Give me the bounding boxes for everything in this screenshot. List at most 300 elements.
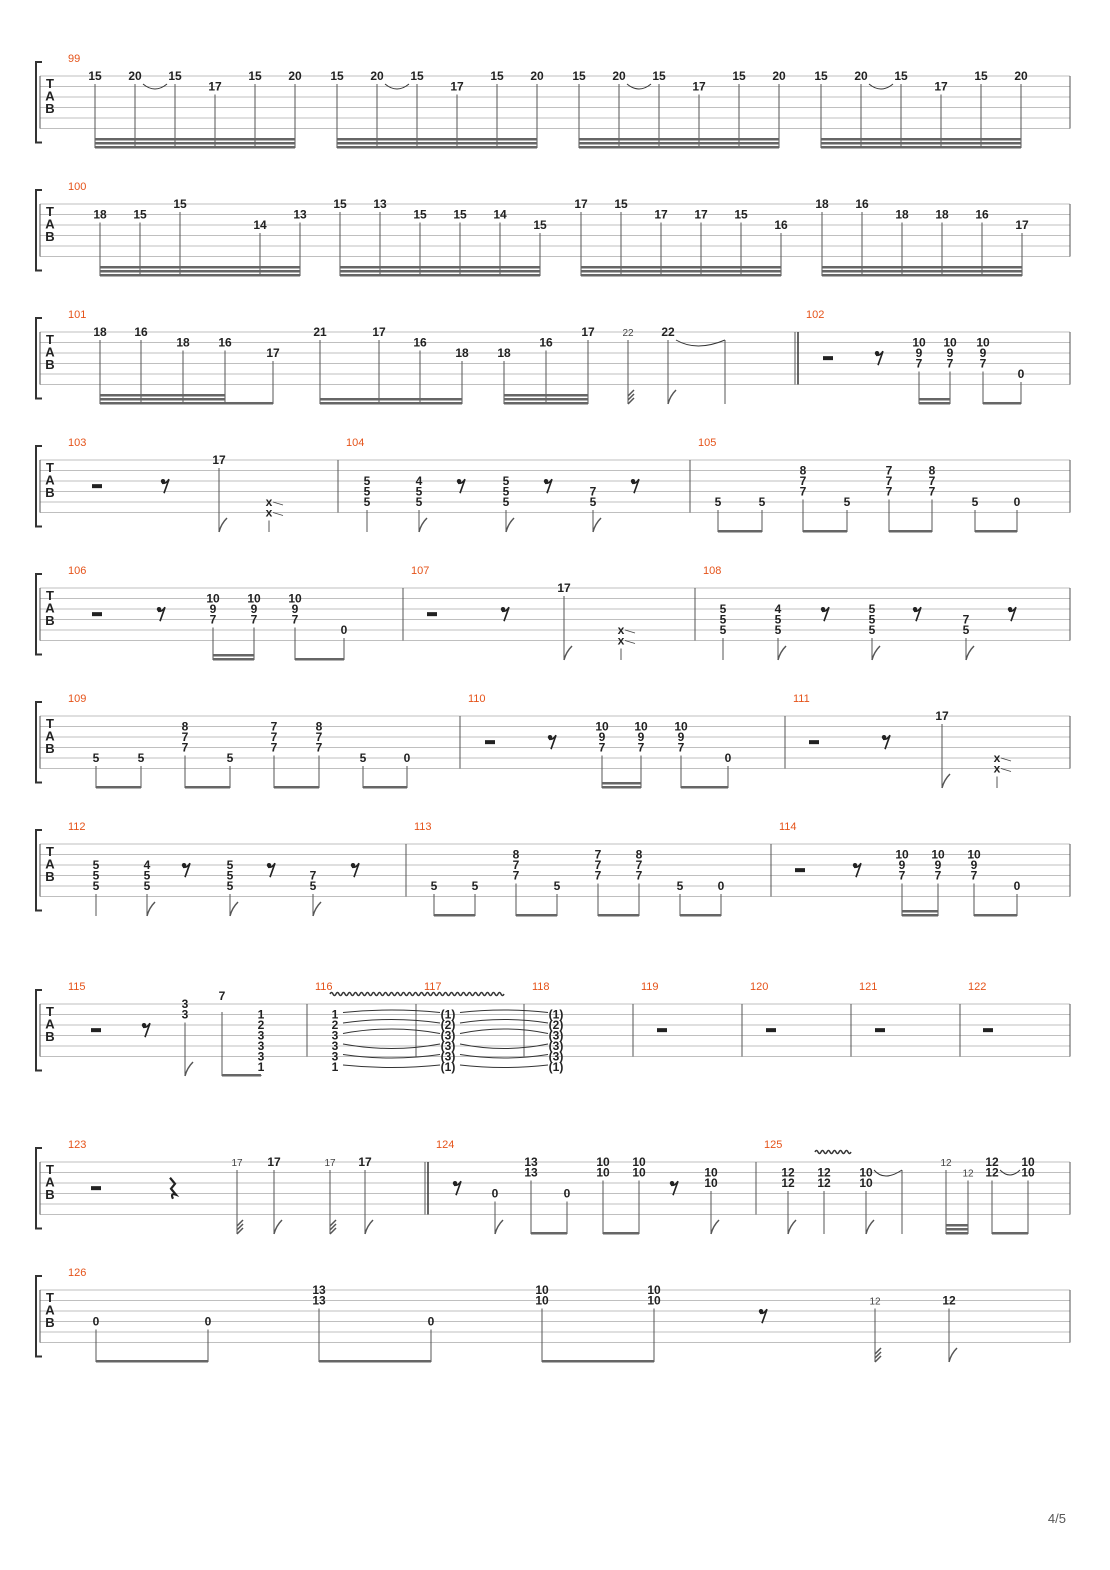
fret-number: 22 bbox=[622, 328, 634, 339]
fret-number: 13 bbox=[312, 1293, 326, 1308]
measure bbox=[806, 309, 1070, 405]
fret-number: 10 bbox=[931, 847, 945, 862]
beam bbox=[992, 1232, 1028, 1235]
fret-number: 7 bbox=[799, 484, 807, 499]
fret-number: 15 bbox=[168, 69, 182, 83]
beam bbox=[337, 142, 537, 145]
fret-number: 17 bbox=[694, 207, 708, 222]
beam bbox=[100, 402, 273, 405]
fret-number: 5 bbox=[309, 879, 317, 893]
beam bbox=[340, 270, 540, 273]
single-note bbox=[704, 1166, 719, 1235]
chord-tie bbox=[460, 1029, 548, 1034]
single-note bbox=[781, 1166, 796, 1235]
fret-number: 15 bbox=[490, 69, 504, 83]
fret-number: 2 bbox=[257, 1018, 265, 1032]
fret-number: 7 bbox=[315, 730, 323, 744]
measure-number: 104 bbox=[346, 437, 365, 449]
fret-number: 5 bbox=[971, 495, 979, 509]
beamed-note-group bbox=[814, 69, 1028, 149]
fret-number: 5 bbox=[430, 879, 438, 893]
fret-number: 16 bbox=[774, 218, 788, 232]
beam bbox=[822, 274, 1022, 277]
fret-number: 3 bbox=[181, 997, 189, 1011]
fret-number: 0 bbox=[92, 1314, 100, 1329]
tab-clef-letter: T bbox=[46, 716, 54, 731]
fret-number: 8 bbox=[512, 847, 520, 862]
fret-number: 10 bbox=[943, 335, 957, 350]
measure-number: 118 bbox=[532, 981, 550, 993]
beam bbox=[680, 914, 721, 917]
chord-tie bbox=[460, 1065, 548, 1068]
fret-number: 13 bbox=[293, 207, 307, 222]
fret-number: 5 bbox=[502, 484, 510, 499]
fret-number: 9 bbox=[970, 858, 978, 872]
fret-number: 4 bbox=[143, 858, 151, 872]
measure bbox=[793, 693, 1070, 788]
fret-number: 5 bbox=[868, 602, 876, 616]
measure-number: 121 bbox=[859, 981, 878, 993]
beamed-note-group bbox=[715, 495, 766, 533]
eighth-flag bbox=[942, 774, 950, 788]
fret-number: 3 bbox=[331, 1049, 339, 1064]
measure bbox=[68, 1139, 428, 1234]
fret-number: 10 bbox=[912, 335, 926, 350]
beam bbox=[919, 402, 950, 405]
tab-clef-letter: A bbox=[45, 472, 55, 488]
fret-number: 7 bbox=[637, 740, 645, 755]
fret-number: 17 bbox=[935, 709, 949, 723]
fret-number: 7 bbox=[594, 868, 602, 883]
beam bbox=[340, 266, 540, 269]
tab-clef-letter: T bbox=[46, 76, 54, 91]
fret-number: 10 bbox=[967, 847, 981, 862]
beam bbox=[579, 142, 779, 145]
fret-number: 21 bbox=[313, 325, 327, 339]
single-note bbox=[358, 1155, 373, 1234]
tab-system bbox=[36, 821, 1070, 917]
tab-clef-letter: A bbox=[45, 856, 55, 872]
fret-number: 12 bbox=[962, 1168, 974, 1180]
fret-number: 5 bbox=[359, 751, 367, 765]
fret-number: 1 bbox=[257, 1007, 265, 1022]
beam bbox=[974, 914, 1017, 917]
fret-number: 9 bbox=[915, 346, 923, 360]
fret-number: 15 bbox=[533, 218, 547, 232]
beamed-note-group bbox=[677, 879, 725, 917]
beamed-note-group bbox=[93, 325, 280, 405]
fret-number: 12 bbox=[781, 1165, 795, 1180]
fret-number: 0 bbox=[204, 1314, 212, 1329]
fret-number: 10 bbox=[704, 1165, 718, 1180]
half-rest bbox=[875, 1028, 885, 1032]
eighth-flag bbox=[219, 518, 227, 532]
beam bbox=[95, 142, 295, 145]
measure bbox=[346, 437, 690, 532]
beamed-note-group bbox=[674, 720, 731, 789]
fret-number: 10 bbox=[206, 591, 220, 606]
fret-number: 7 bbox=[915, 356, 923, 371]
beam bbox=[983, 402, 1021, 405]
fret-number: 7 bbox=[962, 612, 970, 627]
fret-number: 17 bbox=[324, 1158, 336, 1169]
beamed-note-group bbox=[967, 848, 1020, 917]
fret-number: 1 bbox=[257, 1060, 265, 1074]
fret-number: 5 bbox=[502, 474, 510, 488]
beam bbox=[579, 138, 779, 141]
slide-mark bbox=[625, 641, 635, 644]
measure bbox=[315, 981, 504, 1074]
fret-number: 18 bbox=[895, 207, 909, 222]
slide-mark bbox=[1001, 758, 1011, 761]
fret-number: 17 bbox=[212, 453, 226, 467]
measure-number: 106 bbox=[68, 565, 87, 577]
beamed-note-group bbox=[895, 848, 945, 917]
beam bbox=[516, 914, 557, 917]
fret-number: 15 bbox=[652, 69, 666, 83]
eighth-flag bbox=[872, 646, 880, 660]
beamed-note-group bbox=[333, 197, 547, 277]
eighth-flag bbox=[778, 646, 786, 660]
fret-number: 7 bbox=[635, 868, 643, 883]
measure bbox=[68, 309, 798, 405]
beam bbox=[185, 786, 230, 789]
beamed-note-group bbox=[497, 325, 595, 405]
fret-number: 15 bbox=[173, 197, 187, 211]
fret-number: 10 bbox=[596, 1155, 610, 1169]
slide-mark bbox=[273, 502, 283, 505]
fret-number: 5 bbox=[719, 602, 727, 616]
beam bbox=[581, 266, 781, 269]
tab-system bbox=[36, 1267, 1070, 1363]
fret-number: 9 bbox=[598, 730, 606, 744]
beam bbox=[681, 786, 728, 789]
fret-number: 15 bbox=[734, 207, 748, 222]
fret-number: 10 bbox=[859, 1176, 873, 1190]
beamed-note-group bbox=[976, 336, 1024, 405]
fret-number: 7 bbox=[946, 356, 954, 371]
beam bbox=[504, 402, 588, 405]
fret-number: 8 bbox=[799, 463, 807, 478]
beam bbox=[95, 146, 295, 149]
single-note bbox=[231, 1158, 243, 1234]
beam bbox=[222, 1074, 261, 1077]
fret-number: 7 bbox=[250, 612, 258, 627]
beamed-note-group bbox=[596, 1155, 646, 1235]
tab-clef-letter: B bbox=[45, 1029, 55, 1044]
beam bbox=[902, 914, 938, 917]
fret-number: 9 bbox=[637, 730, 645, 744]
fret-number: 10 bbox=[647, 1283, 661, 1297]
single-note bbox=[227, 858, 238, 916]
vibrato-mark bbox=[330, 993, 504, 996]
fret-number: 3 bbox=[331, 1028, 339, 1043]
tab-system bbox=[36, 565, 1070, 661]
eighth-flag bbox=[506, 518, 514, 532]
tab-clef-letter: B bbox=[45, 101, 55, 116]
fret-number: 12 bbox=[985, 1165, 999, 1180]
fret-number: 12 bbox=[940, 1158, 952, 1169]
tab-system bbox=[36, 437, 1070, 533]
measure-number: 123 bbox=[68, 1139, 87, 1151]
fret-number: 5 bbox=[758, 495, 766, 509]
measure-number: 126 bbox=[68, 1267, 87, 1279]
fret-number: 10 bbox=[895, 847, 909, 862]
fret-number: 7 bbox=[309, 868, 317, 883]
fret-number: 10 bbox=[247, 591, 261, 606]
fret-number: 8 bbox=[315, 719, 323, 734]
eighth-flag bbox=[564, 646, 572, 660]
tab-clef-letter: A bbox=[45, 344, 55, 360]
fret-number: 18 bbox=[455, 346, 469, 360]
beam bbox=[579, 146, 779, 149]
fret-number: 5 bbox=[92, 751, 100, 765]
beam bbox=[96, 786, 141, 789]
fret-number: 18 bbox=[497, 346, 511, 360]
beam bbox=[363, 786, 407, 789]
beam bbox=[581, 274, 781, 277]
fret-number: (1) bbox=[548, 1060, 564, 1074]
beam bbox=[718, 530, 762, 533]
fret-number: 12 bbox=[817, 1165, 831, 1180]
beamed-note-group bbox=[93, 197, 307, 277]
tab-system bbox=[36, 693, 1070, 789]
fret-number: 5 bbox=[363, 495, 371, 509]
fret-number: 7 bbox=[979, 356, 987, 371]
fret-number: 7 bbox=[181, 730, 189, 744]
beam bbox=[504, 398, 588, 401]
fret-number: 17 bbox=[574, 197, 588, 211]
fret-number: 20 bbox=[128, 69, 142, 83]
fret-number: 17 bbox=[358, 1155, 372, 1169]
fret-number: 7 bbox=[885, 474, 893, 488]
fret-number: 13 bbox=[312, 1283, 326, 1297]
fret-number: 10 bbox=[632, 1155, 646, 1169]
beamed-note-group bbox=[288, 592, 347, 661]
eighth-flag bbox=[230, 902, 238, 916]
eighth-flag bbox=[949, 1348, 957, 1362]
tie bbox=[676, 340, 725, 346]
tab-clef-letter: A bbox=[45, 1016, 55, 1032]
beamed-note-group bbox=[800, 464, 851, 533]
beamed-note-group bbox=[271, 720, 323, 789]
single-note bbox=[267, 1155, 282, 1234]
beam bbox=[434, 914, 475, 917]
tab-clef-letter: T bbox=[46, 204, 54, 219]
measure bbox=[68, 181, 1070, 277]
single-note bbox=[661, 325, 725, 404]
measure bbox=[68, 981, 307, 1077]
fret-number: 12 bbox=[985, 1155, 999, 1169]
fret-number: 5 bbox=[774, 623, 782, 637]
fret-number: 20 bbox=[1014, 69, 1028, 83]
fret-number: 16 bbox=[539, 335, 553, 350]
measure-number: 116 bbox=[315, 981, 333, 993]
eighth-flag bbox=[313, 902, 321, 916]
single-note bbox=[324, 1158, 336, 1234]
fret-number: 7 bbox=[885, 463, 893, 478]
fret-number: 15 bbox=[894, 69, 908, 83]
single-note bbox=[720, 602, 727, 660]
fret-number: 10 bbox=[704, 1176, 718, 1190]
measure bbox=[532, 981, 633, 1074]
single-note bbox=[618, 623, 635, 660]
fret-number: 5 bbox=[502, 495, 510, 509]
measure bbox=[411, 565, 695, 660]
fret-number: 7 bbox=[291, 612, 299, 627]
half-rest bbox=[427, 612, 437, 616]
beamed-note-group bbox=[912, 336, 957, 405]
fret-number: (3) bbox=[548, 1049, 564, 1064]
dead-note: x bbox=[617, 633, 625, 648]
half-rest bbox=[766, 1028, 776, 1032]
fret-number: 5 bbox=[589, 495, 597, 509]
fret-number: 17 bbox=[372, 325, 386, 339]
single-note bbox=[93, 858, 100, 916]
measure bbox=[859, 981, 960, 1057]
measure-number: 105 bbox=[698, 437, 717, 449]
fret-number: 22 bbox=[661, 325, 675, 339]
fret-number: 12 bbox=[869, 1296, 881, 1308]
beam bbox=[919, 398, 950, 401]
fret-number: (3) bbox=[440, 1028, 456, 1043]
measure bbox=[968, 981, 1070, 1057]
measure bbox=[436, 1139, 756, 1235]
single-note bbox=[441, 1008, 456, 1075]
fret-number: 18 bbox=[815, 197, 829, 211]
fret-number: 7 bbox=[270, 740, 278, 755]
fret-number: 0 bbox=[724, 751, 732, 765]
beam bbox=[96, 1360, 208, 1363]
fret-number: 18 bbox=[935, 207, 949, 222]
fret-number: 5 bbox=[92, 879, 100, 893]
dead-note: x bbox=[265, 505, 273, 520]
fret-number: 16 bbox=[855, 197, 869, 211]
fret-number: 10 bbox=[976, 335, 990, 350]
system-bracket bbox=[36, 574, 42, 655]
fret-number: 9 bbox=[209, 602, 217, 616]
measure-number: 101 bbox=[68, 309, 87, 321]
fret-number: 15 bbox=[413, 207, 427, 222]
fret-number: 9 bbox=[291, 602, 299, 616]
fret-number: 5 bbox=[226, 858, 234, 872]
beam bbox=[946, 1224, 968, 1227]
fret-number: 10 bbox=[535, 1283, 549, 1297]
half-rest bbox=[91, 1186, 101, 1190]
fret-number: 0 bbox=[717, 879, 725, 893]
half-rest bbox=[92, 484, 102, 488]
single-note bbox=[935, 709, 950, 788]
fret-number: (3) bbox=[548, 1028, 564, 1043]
single-note bbox=[622, 328, 634, 404]
fret-number: 10 bbox=[674, 719, 688, 734]
measure-number: 117 bbox=[424, 981, 442, 993]
fret-number: 15 bbox=[248, 69, 262, 83]
beamed-note-group bbox=[572, 69, 786, 149]
fret-number: 5 bbox=[415, 495, 423, 509]
measure-number: 100 bbox=[68, 181, 87, 193]
fret-number: 5 bbox=[676, 879, 684, 893]
fret-number: 18 bbox=[176, 335, 190, 350]
fret-number: 7 bbox=[799, 474, 807, 488]
fret-number: 10 bbox=[596, 1165, 610, 1180]
fret-number: 7 bbox=[209, 612, 217, 627]
beamed-note-group bbox=[595, 848, 643, 917]
fret-number: 10 bbox=[535, 1293, 549, 1308]
tab-clef-letter: A bbox=[45, 88, 55, 104]
beam bbox=[598, 914, 639, 917]
dead-note: x bbox=[993, 751, 1001, 765]
single-note bbox=[364, 474, 371, 532]
dead-note: x bbox=[617, 623, 625, 637]
fret-number: (1) bbox=[548, 1007, 564, 1022]
fret-number: 10 bbox=[1021, 1155, 1035, 1169]
fret-number: 12 bbox=[817, 1176, 831, 1190]
fret-number: 15 bbox=[814, 69, 828, 83]
fret-number: 7 bbox=[898, 868, 906, 883]
beamed-note-group bbox=[206, 592, 261, 661]
fret-number: 10 bbox=[632, 1165, 646, 1180]
tab-clef-letter: B bbox=[45, 613, 55, 628]
tab-system bbox=[36, 181, 1070, 277]
fret-number: 10 bbox=[647, 1293, 661, 1308]
fret-number: (2) bbox=[548, 1018, 564, 1032]
fret-number: 5 bbox=[962, 623, 970, 637]
fret-number: 17 bbox=[581, 325, 595, 339]
beam bbox=[319, 1360, 431, 1363]
tab-system bbox=[36, 53, 1070, 149]
chord-tie bbox=[343, 1065, 440, 1068]
measure bbox=[68, 53, 1070, 149]
beam bbox=[213, 658, 254, 661]
single-note bbox=[416, 474, 427, 532]
tab-clef-letter: T bbox=[46, 844, 54, 859]
beamed-note-group bbox=[595, 720, 648, 789]
fret-number: 7 bbox=[512, 868, 520, 883]
fret-number: 14 bbox=[253, 218, 267, 232]
measure-number: 122 bbox=[968, 981, 987, 993]
beam bbox=[602, 782, 641, 785]
fret-number: 20 bbox=[612, 69, 626, 83]
fret-number: 9 bbox=[934, 858, 942, 872]
system-bracket bbox=[36, 1148, 42, 1229]
fret-number: 17 bbox=[208, 79, 222, 94]
fret-number: 7 bbox=[594, 858, 602, 872]
slide-mark bbox=[273, 513, 283, 516]
fret-number: (1) bbox=[440, 1007, 456, 1022]
beam bbox=[320, 402, 462, 405]
beam bbox=[100, 266, 300, 269]
eighth-flag bbox=[966, 646, 974, 660]
fret-number: 5 bbox=[363, 484, 371, 499]
tab-clef-letter: B bbox=[45, 357, 55, 372]
tab-clef-letter: A bbox=[45, 216, 55, 232]
fret-number: 13 bbox=[524, 1165, 538, 1180]
beamed-note-group bbox=[972, 495, 1021, 533]
beamed-note-group bbox=[574, 197, 788, 277]
fret-number: 15 bbox=[614, 197, 628, 211]
measure-number: 110 bbox=[468, 693, 486, 705]
single-note bbox=[869, 1297, 881, 1363]
beam bbox=[803, 530, 847, 533]
beam bbox=[822, 270, 1022, 273]
fret-number: 4 bbox=[415, 474, 423, 488]
dead-note: x bbox=[993, 761, 1001, 776]
beam bbox=[95, 138, 295, 141]
fret-number: 14 bbox=[493, 207, 507, 222]
beamed-note-group bbox=[313, 325, 469, 405]
beam bbox=[295, 658, 344, 661]
